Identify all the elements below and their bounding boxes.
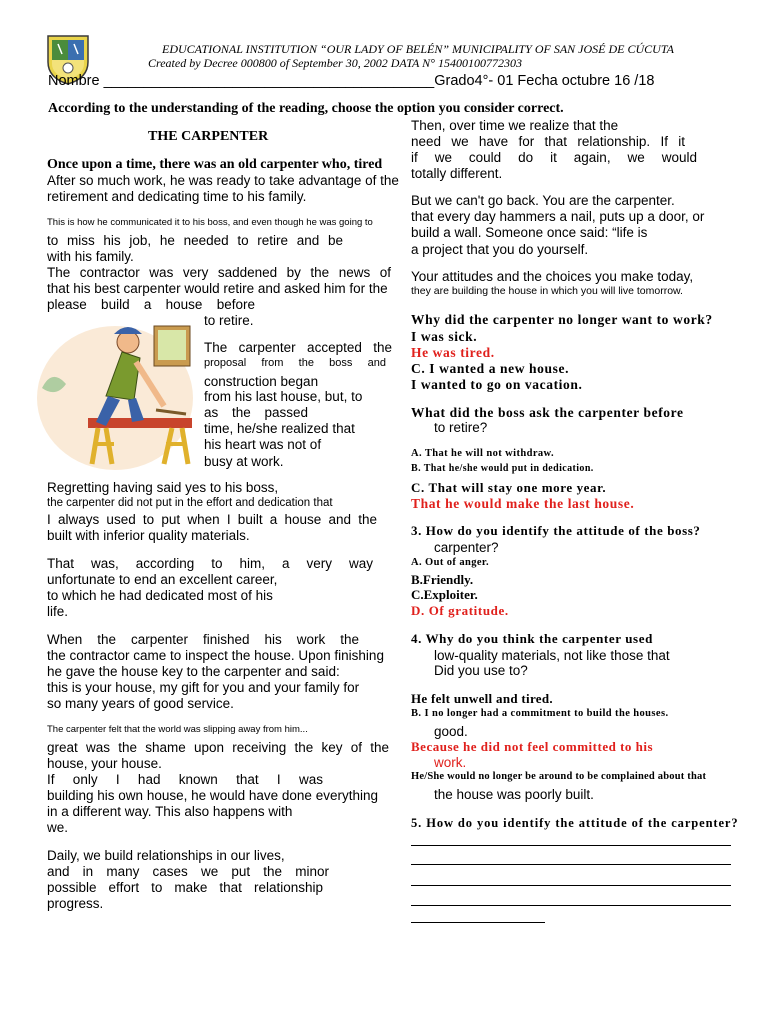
story-line: unfortunate to end an excellent career, (47, 572, 278, 587)
story-line: they are building the house in which you will live tomorrow. (411, 285, 683, 297)
story-line: build a wall. Someone once said: “life is (411, 225, 648, 240)
story-line: please build a house before (47, 297, 255, 312)
story-line: and in many cases we put the minor (47, 864, 329, 879)
story-line: with his family. (47, 249, 134, 264)
story-line: busy at work. (204, 454, 284, 469)
story-line: to which he had dedicated most of his (47, 588, 273, 603)
instruction: According to the understanding of the reading, choose the option you consider correct. (48, 101, 564, 116)
story-line: Once upon a time, there was an old carpenter who, tired (47, 157, 383, 172)
q2-option[interactable]: C. That will stay one more year. (411, 480, 607, 495)
q4-option[interactable]: B. I no longer had a commitment to build the houses. (411, 708, 669, 719)
story-line: Regretting having said yes to his boss, (47, 480, 279, 495)
story-line: his heart was not of (204, 437, 322, 452)
answer-line[interactable] (411, 905, 731, 906)
story-line: Your attitudes and the choices you make today, (411, 269, 694, 284)
story-line: that every day hammers a nail, puts up a door, or (411, 209, 705, 224)
story-line: totally different. (411, 166, 503, 181)
answer-line[interactable] (411, 864, 731, 865)
story-line: The carpenter felt that the world was slipping away from him... (47, 724, 308, 735)
carpenter-illustration (36, 318, 194, 470)
question-4-cont: Did you use to? (434, 663, 528, 678)
story-line: If only I had known that I was (47, 772, 323, 787)
q2-option-selected[interactable]: That he would make the last house. (411, 496, 635, 511)
story-line: the carpenter did not put in the effort and dedication that (47, 497, 333, 509)
story-line: After so much work, he was ready to take advantage of the (47, 173, 399, 188)
question-2: What did the boss ask the carpenter before (411, 405, 684, 420)
story-line: I always used to put when I built a house and the (47, 512, 377, 527)
story-line: That was, according to him, a very way (47, 556, 373, 571)
story-line: When the carpenter finished his work the (47, 632, 359, 647)
question-3-cont: carpenter? (434, 540, 499, 555)
story-line: Daily, we build relationships in our lives, (47, 848, 285, 863)
story-line: the contractor came to inspect the house. Upon finishing (47, 648, 384, 663)
story-line: a project that you do yourself. (411, 242, 589, 257)
q1-option-selected[interactable]: He was tired. (411, 345, 495, 360)
q1-option[interactable]: C. I wanted a new house. (411, 361, 570, 376)
q4-option[interactable]: He felt unwell and tired. (411, 691, 553, 706)
decree-line: Created by Decree 000800 of September 30, 2002 DATA N° 15400100772303 (148, 56, 522, 70)
story-line: time, he/she realized that (204, 421, 355, 436)
q4-option-cont: good. (434, 724, 468, 739)
name-grade-date-line[interactable]: Nombre _________________________________________Grado4°- 01 Fecha octubre 16 /18 (48, 73, 655, 89)
question-4: 4. Why do you think the carpenter used (411, 631, 653, 646)
institution-header: EDUCATIONAL INSTITUTION “OUR LADY OF BELÉN” MUNICIPALITY OF SAN JOSÉ DE CÚCUTA (162, 42, 674, 56)
q3-option-selected[interactable]: D. Of gratitude. (411, 603, 509, 618)
story-title: THE CARPENTER (148, 129, 269, 144)
story-line: he gave the house key to the carpenter and said: (47, 664, 340, 679)
story-line: building his own house, he would have done everything (47, 788, 378, 803)
story-line: from his last house, but, to (204, 389, 363, 404)
question-1: Why did the carpenter no longer want to work? (411, 312, 713, 327)
story-line: to miss his job, he needed to retire and be (47, 233, 343, 248)
q2-option[interactable]: A. That he will not withdraw. (411, 448, 554, 459)
question-4-cont: low-quality materials, not like those that (434, 648, 670, 663)
story-line: The carpenter accepted the (204, 340, 392, 355)
story-line: we. (47, 820, 69, 835)
story-line: need we have for that relationship. If it (411, 134, 685, 149)
story-line: built with inferior quality materials. (47, 528, 250, 543)
story-line: construction began (204, 374, 319, 389)
q4-option-selected[interactable]: Because he did not feel committed to his (411, 739, 654, 754)
answer-line[interactable] (411, 845, 731, 846)
story-line: if we could do it again, we would (411, 150, 697, 165)
story-line: This is how he communicated it to his boss, and even though he was going to (47, 217, 373, 228)
q4-option-cont: the house was poorly built. (434, 787, 594, 802)
story-line: to retire. (204, 313, 254, 328)
story-line: that his best carpenter would retire and asked him for the (47, 281, 388, 296)
story-line: great was the shame upon receiving the key of the (47, 740, 389, 755)
story-line: retirement and dedicating time to his family. (47, 189, 307, 204)
story-line: life. (47, 604, 69, 619)
question-3: 3. How do you identify the attitude of the boss? (411, 523, 701, 538)
story-line: possible effort to make that relationship (47, 880, 323, 895)
answer-line[interactable] (411, 885, 731, 886)
story-line: in a different way. This also happens with (47, 804, 293, 819)
q3-option[interactable]: A. Out of anger. (411, 557, 490, 568)
q1-option[interactable]: I was sick. (411, 329, 478, 344)
story-line: so many years of good service. (47, 696, 234, 711)
q4-option-selected-cont: work. (434, 755, 467, 770)
q2-option[interactable]: B. That he/she would put in dedication. (411, 463, 594, 474)
story-line: But we can't go back. You are the carpenter. (411, 193, 675, 208)
q4-option[interactable]: He/She would no longer be around to be complained about that (411, 771, 707, 782)
q3-option[interactable]: C.Exploiter. (411, 587, 478, 602)
story-line: this is your house, my gift for you and your family for (47, 680, 360, 695)
q1-option[interactable]: I wanted to go on vacation. (411, 377, 583, 392)
story-line: as the passed (204, 405, 308, 420)
story-line: progress. (47, 896, 104, 911)
story-line: The contractor was very saddened by the news of (47, 265, 391, 280)
question-5: 5. How do you identify the attitude of the carpenter? (411, 816, 739, 830)
question-2-cont: to retire? (434, 420, 488, 435)
story-line: house, your house. (47, 756, 162, 771)
answer-line[interactable] (411, 922, 545, 923)
story-line: proposal from the boss and (204, 357, 386, 369)
story-line: Then, over time we realize that the (411, 118, 619, 133)
q3-option[interactable]: B.Friendly. (411, 572, 474, 587)
